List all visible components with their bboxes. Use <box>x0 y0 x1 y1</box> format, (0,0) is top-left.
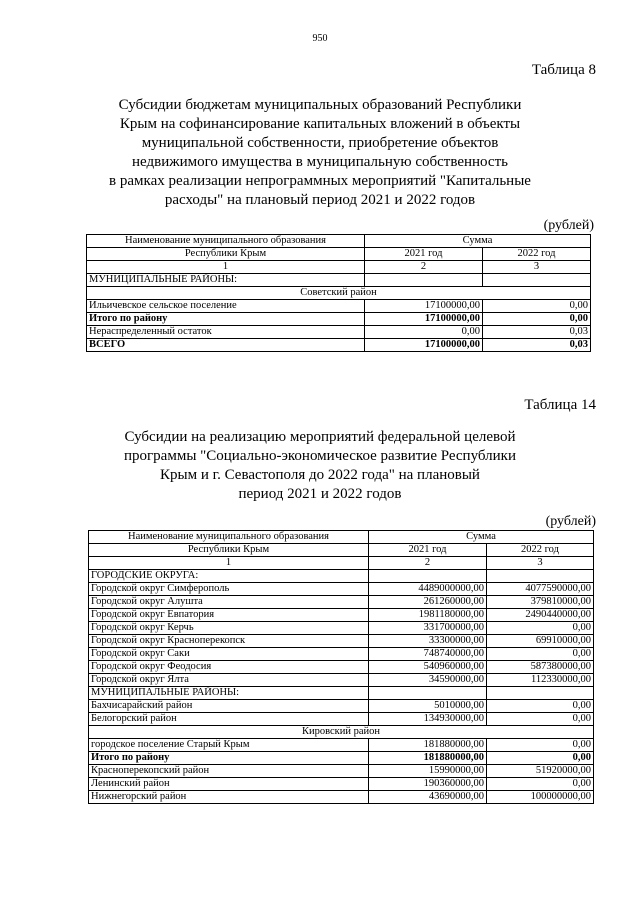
table-row: Городской округ Саки 748740000,00 0,00 <box>89 648 594 661</box>
col-num: 1 <box>89 557 369 570</box>
header-2021: 2021 год <box>369 544 487 557</box>
table-row: Городской округ Евпатория 1981180000,00 2490440000,00 <box>89 609 594 622</box>
table-14 <box>88 530 594 804</box>
section-heading: ГОРОДСКИЕ ОКРУГА: <box>89 570 369 583</box>
title-line: Крым и г. Севастополя до 2022 года" на плановый <box>160 467 480 483</box>
header-name: Наименование муниципального образования <box>89 531 369 544</box>
table-8 <box>86 234 591 352</box>
table-row: городское поселение Старый Крым 181880000,00 0,00 <box>89 739 594 752</box>
header-sum: Сумма <box>365 235 591 248</box>
header-2022: 2022 год <box>483 248 591 261</box>
district-heading: Кировский район <box>89 726 594 739</box>
col-num: 2 <box>365 261 483 274</box>
title-line: недвижимого имущества в муниципальную собственность <box>132 154 508 170</box>
table-8-title <box>80 96 560 210</box>
table-8-unit: (рублей) <box>543 218 594 233</box>
header-name-2: Республики Крым <box>87 248 365 261</box>
title-line: Субсидии бюджетам муниципальных образований Республики <box>118 97 522 113</box>
col-num: 1 <box>87 261 365 274</box>
table-row: Нераспределенный остаток 0,00 0,03 <box>87 326 591 339</box>
table-row: Городской округ Красноперекопск 33300000,00 69910000,00 <box>89 635 594 648</box>
table-row: Ленинский район 190360000,00 0,00 <box>89 778 594 791</box>
section-heading: МУНИЦИПАЛЬНЫЕ РАЙОНЫ: <box>87 274 365 287</box>
table-row-grand-total: ВСЕГО 17100000,00 0,03 <box>87 339 591 352</box>
table-row: Городской округ Симферополь 4489000000,00 4077590000,00 <box>89 583 594 596</box>
table-row-total: Итого по району 181880000,00 0,00 <box>89 752 594 765</box>
table-row: Городской округ Ялта 34590000,00 112330000,00 <box>89 674 594 687</box>
page-number: 950 <box>312 33 328 44</box>
table-14-label: Таблица 14 <box>524 397 596 413</box>
table-row: Городской округ Феодосия 540960000,00 587380000,00 <box>89 661 594 674</box>
table-row: Ильичевское сельское поселение 17100000,00 0,00 <box>87 300 591 313</box>
district-heading: Советский район <box>87 287 591 300</box>
table-row: Нижнегорский район 43690000,00 100000000,00 <box>89 791 594 804</box>
table-14-unit: (рублей) <box>545 514 596 529</box>
header-2022: 2022 год <box>487 544 594 557</box>
title-line: Крым на софинансирование капитальных вложений в объекты <box>119 116 521 132</box>
title-line: муниципальной собственности, приобретение объектов <box>141 135 499 151</box>
table-row: Городской округ Керчь 331700000,00 0,00 <box>89 622 594 635</box>
table-row: Красноперекопский район 15990000,00 51920000,00 <box>89 765 594 778</box>
header-2021: 2021 год <box>365 248 483 261</box>
table-14-title <box>80 428 560 504</box>
col-num: 3 <box>483 261 591 274</box>
table-row: Белогорский район 134930000,00 0,00 <box>89 713 594 726</box>
table-row-total: Итого по району 17100000,00 0,00 <box>87 313 591 326</box>
header-name: Наименование муниципального образования <box>87 235 365 248</box>
table-8-label: Таблица 8 <box>531 62 596 78</box>
title-line: расходы" на плановый период 2021 и 2022 годов <box>164 192 476 208</box>
section-heading: МУНИЦИПАЛЬНЫЕ РАЙОНЫ: <box>89 687 369 700</box>
title-line: программы "Социально-экономическое развитие Республики <box>124 448 516 464</box>
header-name-2: Республики Крым <box>89 544 369 557</box>
title-line: Субсидии на реализацию мероприятий федеральной целевой <box>124 429 516 445</box>
title-line: период 2021 и 2022 годов <box>238 486 402 502</box>
table-row: Бахчисарайский район 5010000,00 0,00 <box>89 700 594 713</box>
header-sum: Сумма <box>369 531 594 544</box>
col-num: 3 <box>487 557 594 570</box>
col-num: 2 <box>369 557 487 570</box>
title-line: в рамках реализации непрограммных мероприятий "Капитальные <box>109 173 531 189</box>
table-row: Городской округ Алушта 261260000,00 379810000,00 <box>89 596 594 609</box>
